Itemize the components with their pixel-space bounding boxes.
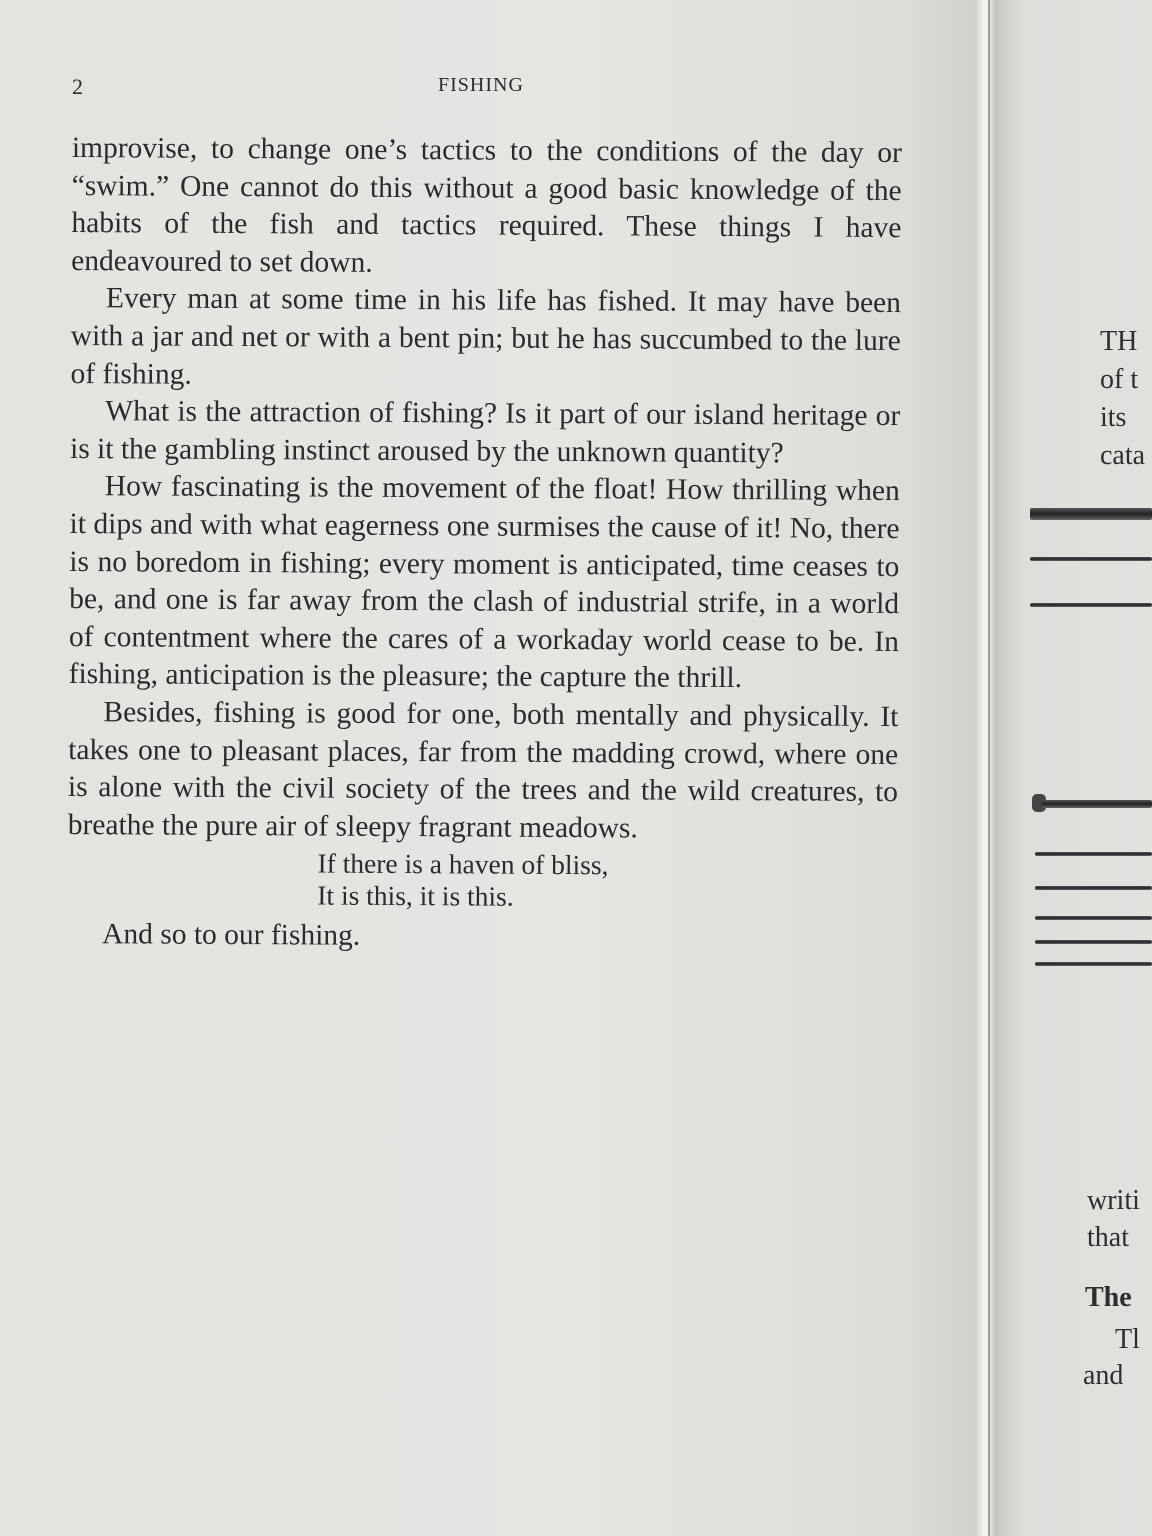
right-page-line: TH	[1100, 326, 1138, 357]
book-gutter	[975, 0, 997, 1536]
right-page-line: its	[1100, 402, 1127, 433]
right-page-line: of t	[1100, 364, 1139, 395]
right-page-line: cata	[1100, 440, 1146, 471]
running-head: FISHING	[438, 74, 524, 96]
rod-section	[1030, 557, 1152, 561]
rod-section	[1030, 508, 1152, 520]
right-page-line: and	[1083, 1360, 1124, 1391]
rod-section	[1035, 962, 1152, 966]
rod-section	[1042, 800, 1152, 808]
poem-quote	[317, 848, 897, 916]
page-header	[72, 74, 902, 104]
paragraph: Besides, fishing is good for one, both mentally and physically. It takes one to pleasant places, far from the madding crowd, where one is alone with the civil society of the trees and the wild creatures, to breathe the pure air of sleepy fragrant meadows.	[67, 696, 899, 845]
right-page-heading: The	[1085, 1282, 1132, 1313]
paragraph: improvise, to change one’s tactics to the conditions of the day or “swim.” One cannot do this without a good basic knowledge of the habits of the fish and tactics required. These things I have endeavoured to set down.	[71, 131, 902, 279]
poem-line: If there is a haven of bliss,	[317, 847, 609, 881]
closing-line: And so to our fishing.	[101, 918, 361, 953]
right-page-line: writi	[1087, 1185, 1140, 1216]
spine-line	[988, 0, 990, 1536]
right-page-line: Tl	[1115, 1324, 1140, 1355]
right-page-line: that	[1087, 1222, 1129, 1253]
poem-line: It is this, it is this.	[317, 879, 514, 912]
page-number: 2	[72, 74, 83, 99]
rod-section	[1035, 886, 1152, 890]
rod-section	[1035, 940, 1152, 944]
paragraph: How fascinating is the movement of the float! How thrilling when it dips and with what eagerness one surmises the cause of it! No, there is no boredom in fishing; every moment is anticipated, time ceases to be, and one is far away from the clash of industrial strife, in a world of contentment where the cares of a workaday world cease to be. In fishing, anticipation is the pleasure; the capture the thrill.	[68, 470, 900, 695]
body-text	[67, 130, 902, 959]
rod-section	[1030, 603, 1152, 607]
paragraph: What is the attraction of fishing? Is it part of our island heritage or is it the gambling instinct aroused by the unknown quantity?	[69, 395, 901, 470]
rod-section	[1035, 916, 1152, 920]
paragraph: Every man at some time in his life has fished. It may have been with a jar and net or with a bent pin; but he has succumbed to the lure of fishing.	[70, 282, 902, 391]
right-page	[997, 0, 1152, 1536]
rod-section	[1035, 852, 1152, 856]
